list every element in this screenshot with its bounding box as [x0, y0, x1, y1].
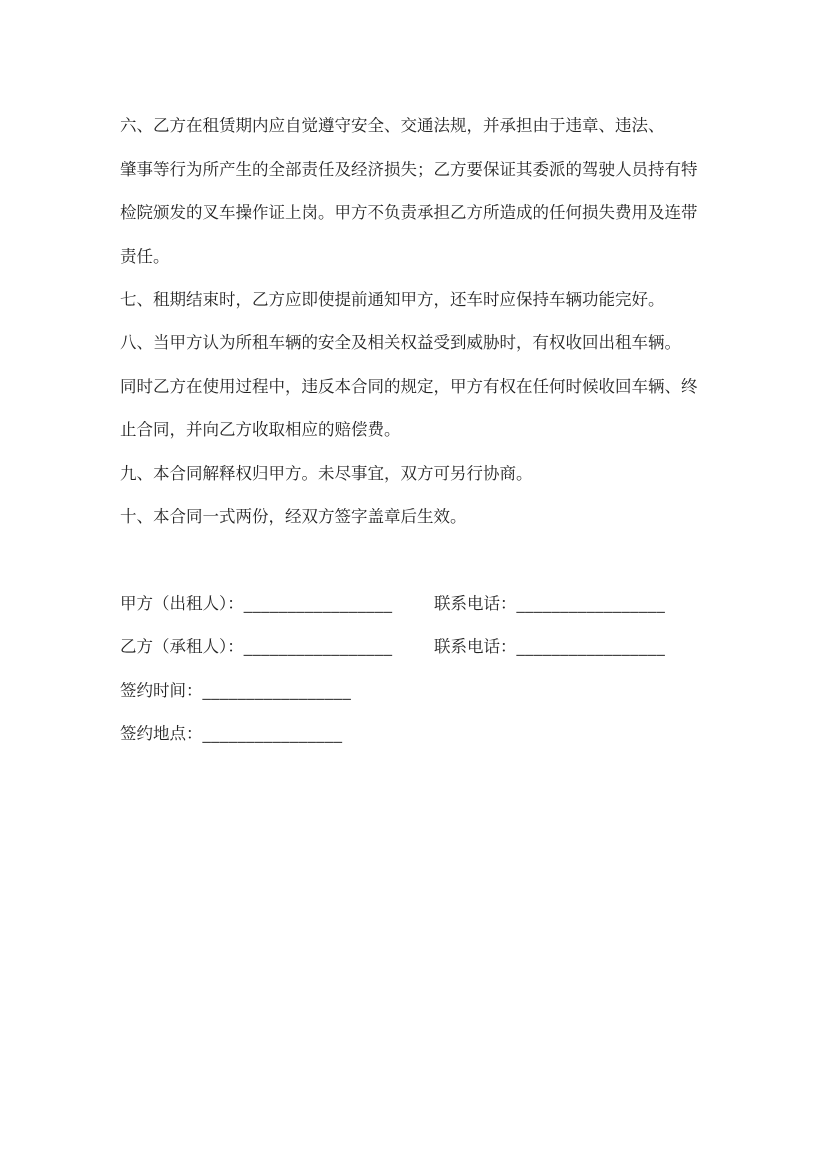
party-a-phone-label: 联系电话： [434, 594, 517, 613]
party-a-blank: _________________ [243, 594, 393, 613]
clause-8-line-1: 八、当甲方认为所租车辆的安全及相关权益受到威胁时，有权收回出租车辆。 [120, 333, 681, 352]
date-blank: _________________ [202, 681, 352, 700]
party-b-phone-label: 联系电话： [434, 637, 517, 656]
party-a-row [120, 594, 666, 614]
place-row [120, 724, 343, 744]
place-label: 签约地点： [120, 724, 203, 743]
clause-6-line-4: 责任。 [120, 247, 170, 266]
clause-6-line-3: 检院颁发的叉车操作证上岗。甲方不负责承担乙方所造成的任何损失费用及连带 [120, 203, 698, 222]
party-b-row [120, 637, 666, 657]
party-a-phone-blank: _________________ [516, 594, 666, 613]
clause-10: 十、本合同一式两份，经双方签字盖章后生效。 [120, 507, 467, 526]
clause-8-line-2: 同时乙方在使用过程中，违反本合同的规定，甲方有权在任何时候收回车辆、终 [120, 377, 698, 396]
clause-7: 七、租期结束时，乙方应即使提前通知甲方，还车时应保持车辆功能完好。 [120, 290, 665, 309]
party-b-label: 乙方（承租人）： [120, 637, 244, 656]
clause-6-line-1: 六、乙方在租赁期内应自觉遵守安全、交通法规，并承担由于违章、违法、 [120, 116, 665, 135]
party-b-blank: _________________ [243, 637, 393, 656]
party-a-label: 甲方（出租人）： [120, 594, 244, 613]
clause-6-line-2: 肇事等行为所产生的全部责任及经济损失；乙方要保证其委派的驾驶人员持有特 [120, 160, 698, 179]
clause-9: 九、本合同解释权归甲方。未尽事宜，双方可另行协商。 [120, 464, 533, 483]
clause-8-line-3: 止合同，并向乙方收取相应的赔偿费。 [120, 420, 401, 439]
place-blank: ________________ [202, 724, 343, 743]
date-row [120, 681, 351, 701]
date-label: 签约时间： [120, 681, 203, 700]
party-b-phone-blank: _________________ [516, 637, 666, 656]
